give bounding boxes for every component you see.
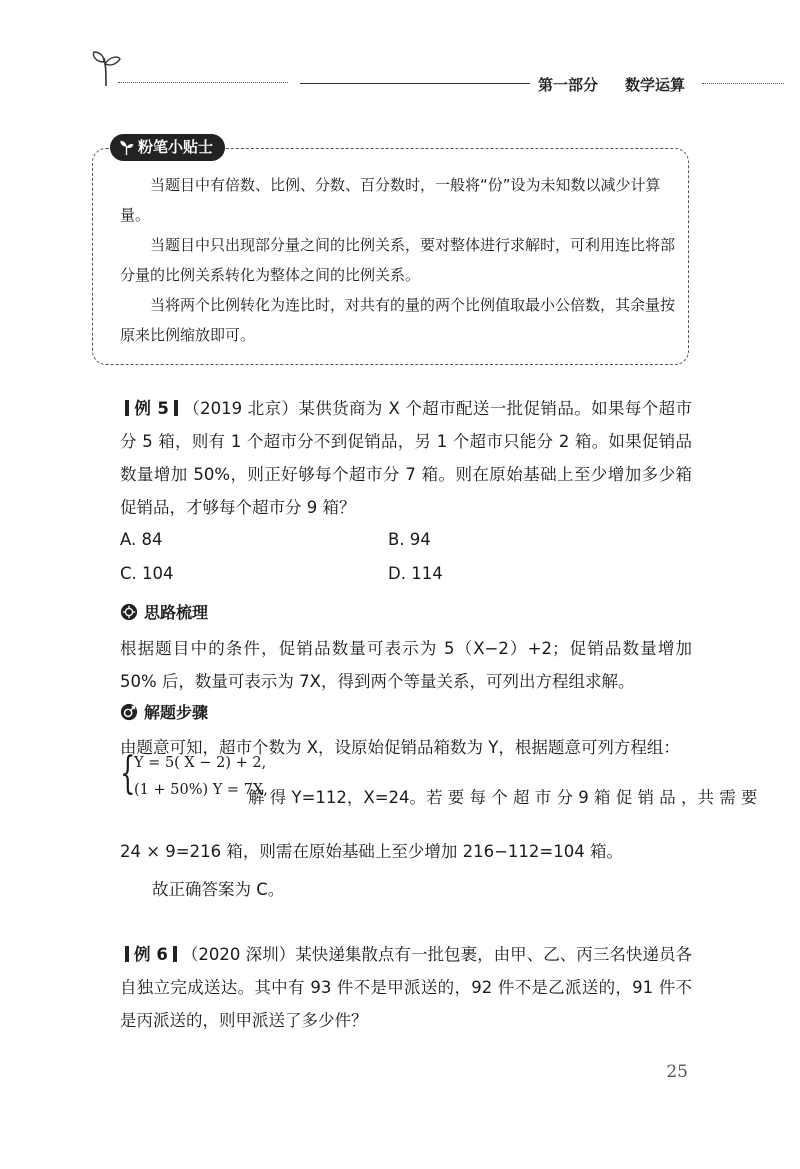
tips-paragraph-1: 当题目中有倍数、比例、分数、百分数时，一般将“份”设为未知数以减少计算量。: [120, 176, 661, 224]
page-number: 25: [666, 1062, 688, 1082]
tips-badge-label: 粉笔小贴士: [138, 138, 214, 156]
answer-text: 故正确答案为 C。: [152, 880, 285, 899]
gear-icon: [120, 603, 138, 621]
example6-question-text: （2020 深圳）某快递集散点有一批包裹，由甲、乙、丙三名快递员各自独立完成送达。其中有 93 件不是甲派送的，92 件不是乙派送的，91 件不是丙派送的，则甲派送了多少件？: [120, 945, 692, 1030]
header-rule-left: [118, 82, 288, 83]
equation-1: Y = 5( X − 2) + 2,: [134, 755, 267, 771]
example5-question: [120, 392, 692, 524]
header-section: 第一部分: [538, 76, 599, 94]
header-rule-middle: [300, 83, 530, 84]
tips-badge: [110, 134, 225, 161]
equation-brace: {: [120, 748, 136, 799]
tips-paragraph-3: 当将两个比例转化为连比时，对共有的量的两个比例值取最小公倍数，其余量按原来比例缩放即可。: [120, 296, 676, 344]
example6-label: 例 6: [120, 945, 182, 964]
example5-question-text: （2019 北京）某供货商为 X 个超市配送一批促销品。如果每个超市分 5 箱，则有 1 个超市分不到促销品，另 1 个超市只能分 2 箱。如果促销品数量增加 50%，则正好够每个超市分 7 箱。则在原始基础上至少增加多少箱促销品，才够每个超市分 9 箱？: [120, 399, 692, 517]
solve-text: 解 得 Y=112，X=24。若 要 每 个 超 市 分 9 箱 促 销 品 ，共 需 要: [248, 788, 758, 807]
tips-paragraph-2: 当题目中只出现部分量之间的比例关系，要对整体进行求解时，可利用连比将部分量的比例关系转化为整体之间的比例关系。: [120, 236, 676, 284]
header-topic: 数学运算: [625, 76, 686, 94]
steps-title: 解题步骤: [120, 700, 208, 723]
option-c: C. 104: [120, 564, 174, 583]
example6-question: [120, 938, 692, 1037]
steps-intro: 由题意可知，超市个数为 X，设原始促销品箱数为 Y，根据题意可列方程组：: [120, 738, 680, 757]
sprout-icon: [118, 139, 135, 156]
analysis-text: 根据题目中的条件，促销品数量可表示为 5（X−2）+2；促销品数量增加 50% 后，数量可表示为 7X，得到两个等量关系，可列出方程组求解。: [120, 639, 692, 691]
header-rule-right: [702, 83, 784, 84]
option-d: D. 114: [388, 564, 443, 583]
option-a: A. 84: [120, 530, 163, 549]
target-icon: [120, 703, 138, 721]
calculation-text: 24 × 9=216 箱，则需在原始基础上至少增加 216−112=104 箱。: [120, 842, 623, 861]
example5-label: 例 5: [120, 399, 183, 418]
option-b: B. 94: [388, 530, 431, 549]
equation-2: (1 + 50%) Y = 7X,: [134, 782, 268, 798]
analysis-title: 思路梳理: [120, 600, 208, 623]
